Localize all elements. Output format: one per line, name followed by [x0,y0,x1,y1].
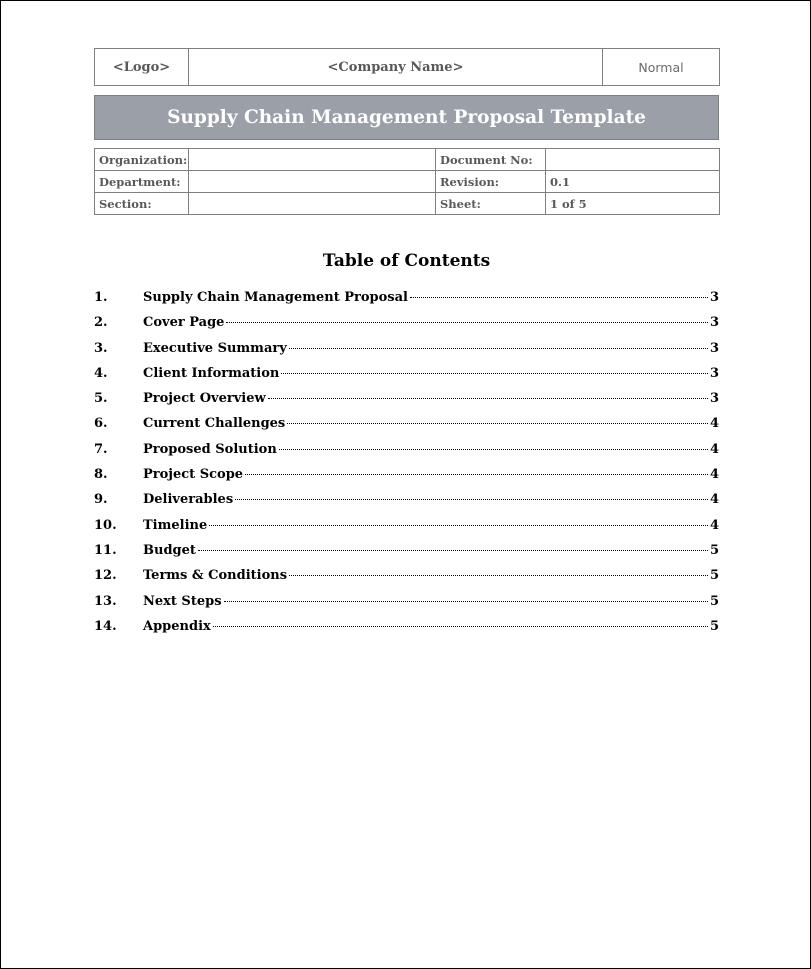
toc-entry-page[interactable]: 4 [709,517,719,533]
toc-entry-label[interactable]: Supply Chain Management Proposal [143,290,408,305]
document-title: Supply Chain Management Proposal Template [94,95,719,140]
toc-entry-number: 2. [94,315,108,331]
toc-entry-leader [245,474,708,475]
toc-entry-label[interactable]: Deliverables [143,492,234,508]
toc-entry-number: 8. [94,467,108,483]
toc-entry-leader [289,575,708,576]
toc-entry-page[interactable]: 3 [709,290,719,305]
organization-value[interactable] [189,149,436,171]
toc-title: Table of Contents [322,251,491,271]
section-value[interactable] [189,193,436,215]
toc-entry[interactable] [94,391,719,416]
sheet-value[interactable]: 1 of 5 [546,193,720,215]
toc-entry[interactable] [94,619,719,644]
organization-label: Organization: [95,149,189,171]
company-name-placeholder: <Company Name> [189,49,603,86]
toc-entry-leader [226,322,708,323]
toc-entry-label[interactable]: Project Scope [143,467,244,483]
toc-entry-label[interactable]: Terms & Conditions [143,568,288,584]
toc-entry-number: 9. [94,492,108,508]
toc-entry-label[interactable]: Timeline [143,517,208,533]
toc-entry-page[interactable]: 3 [709,365,719,381]
toc-entry-label[interactable]: Executive Summary [143,340,287,356]
document-no-value[interactable] [546,149,720,171]
toc-entry-page[interactable]: 5 [709,568,719,584]
toc-entry[interactable] [94,518,719,543]
toc-entry-number: 4. [94,365,108,381]
department-label: Department: [95,171,189,193]
info-row [95,193,720,215]
toc-entry-number: 6. [94,416,108,432]
section-label: Section: [95,193,189,215]
toc-entry-page[interactable]: 5 [709,593,719,609]
header-table [94,48,720,86]
toc-entry[interactable] [94,442,719,467]
toc-entry-label[interactable]: Next Steps [143,593,222,609]
style-label: Normal [603,49,720,86]
toc-entry[interactable] [94,290,719,315]
toc-entry-leader [410,297,708,298]
toc-entry-label[interactable]: Project Overview [143,391,266,407]
toc-entry-label[interactable]: Proposed Solution [143,441,277,457]
sheet-label: Sheet: [436,193,546,215]
toc-list [94,290,719,644]
toc-entry-page[interactable]: 5 [709,618,719,634]
toc-entry-leader [209,525,708,526]
toc-entry[interactable] [94,416,719,441]
logo-placeholder: <Logo> [95,49,189,86]
toc-entry-label[interactable]: Current Challenges [143,416,286,432]
toc-entry-leader [289,348,708,349]
toc-entry-page[interactable]: 5 [709,542,719,558]
toc-entry-label[interactable]: Cover Page [143,315,225,331]
toc-entry[interactable] [94,492,719,517]
toc-entry[interactable] [94,568,719,593]
info-row [95,171,720,193]
department-value[interactable] [189,171,436,193]
toc-entry-page[interactable]: 3 [709,340,719,356]
info-row [95,149,720,171]
toc-entry[interactable] [94,543,719,568]
document-info-table [94,148,720,215]
toc-entry-label[interactable]: Appendix [143,618,211,634]
toc-entry[interactable] [94,366,719,391]
toc-entry-number: 5. [94,391,108,407]
toc-entry-leader [287,423,708,424]
toc-entry-leader [213,626,708,627]
toc-entry-page[interactable]: 3 [709,315,719,331]
toc-entry-page[interactable]: 4 [709,416,719,432]
toc-entry-number: 13. [94,593,117,609]
toc-entry-page[interactable]: 4 [709,467,719,483]
toc-entry-leader [198,550,708,551]
revision-value[interactable]: 0.1 [546,171,720,193]
toc-entry-page[interactable]: 4 [709,492,719,508]
toc-entry-number: 12. [94,568,117,584]
toc-entry[interactable] [94,341,719,366]
toc-entry-leader [235,499,708,500]
toc-entry-number: 1. [94,290,108,305]
toc-entry-leader [224,601,708,602]
toc-entry-number: 10. [94,517,117,533]
toc-entry-label[interactable]: Budget [143,542,196,558]
toc-entry-number: 14. [94,618,117,634]
toc-entry-leader [268,398,708,399]
toc-entry-page[interactable]: 4 [709,441,719,457]
toc-entry[interactable] [94,315,719,340]
document-no-label: Document No: [436,149,546,171]
toc-entry[interactable] [94,594,719,619]
toc-entry-number: 3. [94,340,108,356]
toc-entry-leader [279,449,708,450]
toc-entry-page[interactable]: 3 [709,391,719,407]
toc-entry-leader [281,373,708,374]
revision-label: Revision: [436,171,546,193]
toc-entry-label[interactable]: Client Information [143,365,280,381]
toc-entry-number: 11. [94,542,117,558]
toc-entry[interactable] [94,467,719,492]
toc-entry-number: 7. [94,441,108,457]
